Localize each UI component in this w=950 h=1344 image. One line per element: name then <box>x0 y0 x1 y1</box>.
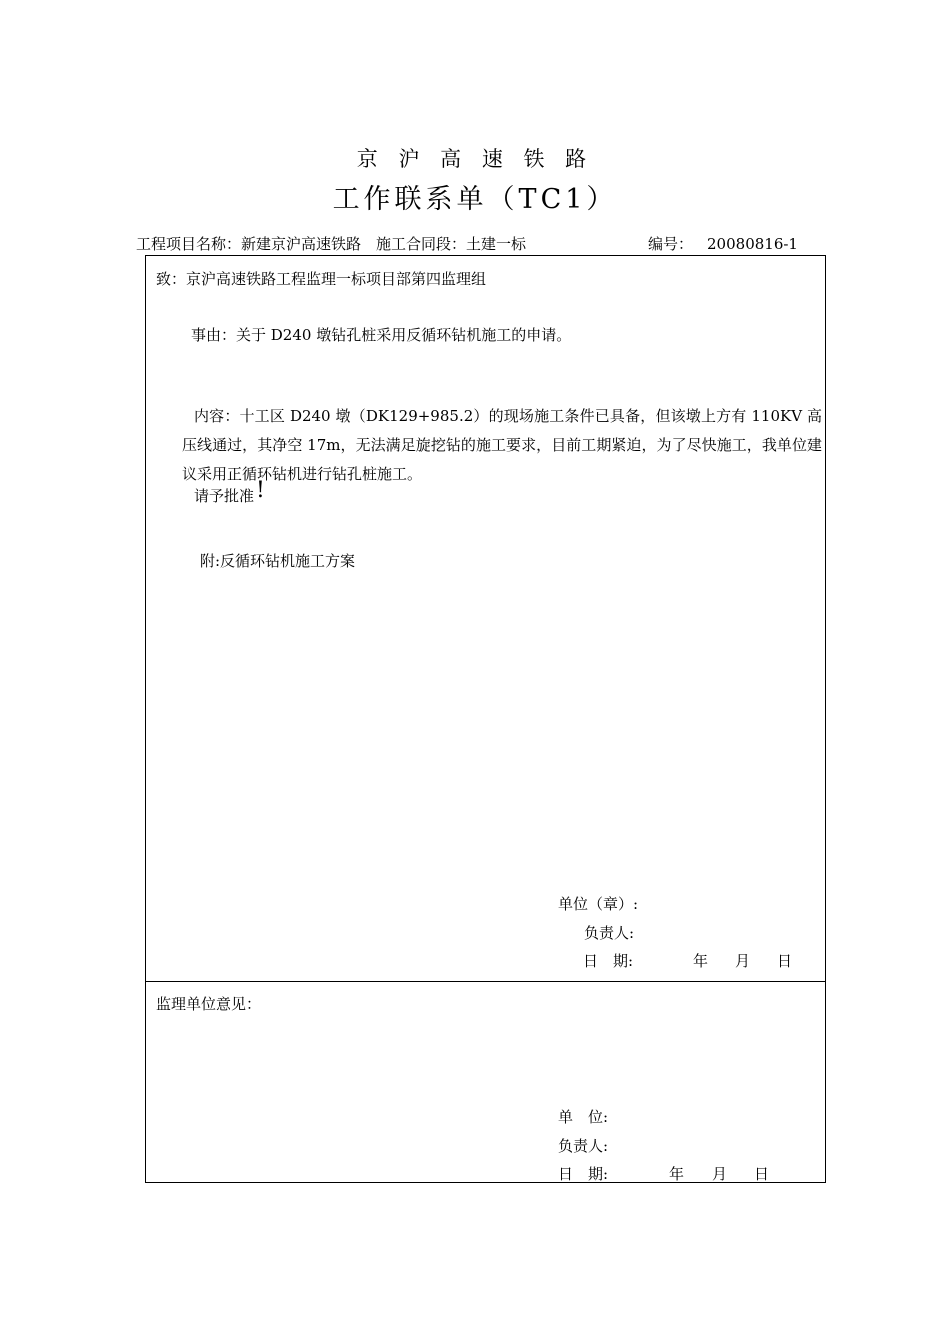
project-info: 工程项目名称：新建京沪高速铁路 施工合同段：土建一标 <box>136 235 527 253</box>
document-number-label: 编号： <box>648 235 694 253</box>
signature-date: 日 期: <box>583 952 634 970</box>
recipient: 致：京沪高速铁路工程监理一标项目部第四监理组 <box>156 270 487 288</box>
document-number <box>648 233 798 254</box>
exclamation-mark: ! <box>256 478 265 503</box>
supervision-opinion-label: 监理单位意见： <box>156 995 262 1013</box>
supervision-date-day: 日 <box>754 1165 770 1183</box>
supervision-section <box>146 982 825 1182</box>
supervision-date-month: 月 <box>712 1165 728 1183</box>
date-year: 年 <box>693 952 709 970</box>
supervision-date-year: 年 <box>669 1165 685 1183</box>
date-month: 月 <box>735 952 751 970</box>
contact-form-table <box>145 255 826 1183</box>
signature-person: 负责人: <box>584 924 635 942</box>
approval-request-text: 请予批准 <box>194 487 255 505</box>
request-section <box>146 256 825 982</box>
content-paragraph: 内容：十工区 D240 墩（DK129+985.2）的现场施工条件已具备，但该墩上方有 110KV 高压线通过，其净空 17m，无法满足旋挖钻的施工要求，目前工期紧迫，为了尽快施工，我单位建议采用正循环钻机进行钻孔桩施工。 <box>182 407 822 483</box>
approval-request <box>194 478 265 507</box>
signature-unit: 单位（章）: <box>558 895 639 913</box>
subject: 事由：关于 D240 墩钻孔桩采用反循环钻机施工的申请。 <box>191 326 572 344</box>
supervision-signature-unit: 单 位: <box>558 1108 609 1126</box>
document-title-line1: 京 沪 高 速 铁 路 <box>356 147 594 171</box>
attachment: 附:反循环钻机施工方案 <box>200 552 356 570</box>
document-title-line2: 工作联系单（TC1） <box>332 184 618 215</box>
supervision-signature-date: 日 期: <box>558 1165 609 1183</box>
supervision-signature-person: 负责人: <box>558 1137 609 1155</box>
date-day: 日 <box>777 952 793 970</box>
document-number-value: 20080816-1 <box>707 235 798 253</box>
